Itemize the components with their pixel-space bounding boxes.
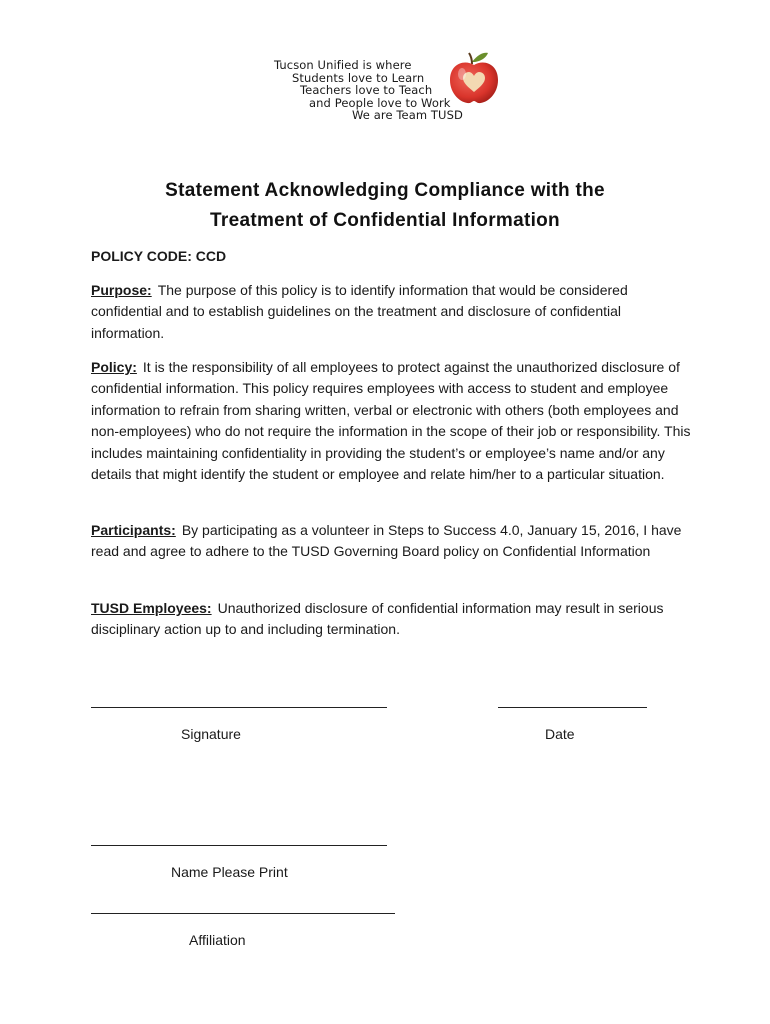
policy-section [91, 357, 691, 485]
participants-label: Participants: [91, 522, 176, 538]
logo-line: Tucson Unified is where [274, 58, 412, 72]
name-label: Name Please Print [171, 864, 288, 880]
logo-line: Students love to Learn [292, 70, 425, 85]
logo-line: We are Team TUSD [352, 108, 463, 122]
title-line-2: Treatment of Confidential Information [210, 210, 560, 231]
participants-text: By participating as a volunteer in Steps to Success 4.0, January 15, 2016, I have read and agree to adhere to the TUSD Governing Board policy on Confidential Information [91, 522, 682, 560]
policy-code: POLICY CODE: CCD [91, 248, 227, 264]
affiliation-label: Affiliation [189, 932, 246, 948]
purpose-label: Purpose: [91, 282, 152, 298]
signature-line[interactable] [91, 707, 387, 708]
page-title [0, 176, 770, 236]
logo-line: Teachers love to Teach [300, 83, 433, 97]
logo-slogan [268, 59, 468, 122]
name-line[interactable] [91, 845, 387, 846]
policy-label: Policy: [91, 359, 137, 375]
tusd-logo [268, 50, 508, 126]
signature-label: Signature [181, 726, 241, 742]
affiliation-line[interactable] [91, 913, 395, 914]
purpose-text: The purpose of this policy is to identify information that would be considered confidential and to establish guidelines on the treatment and disclosure of confidential information. [91, 282, 628, 341]
employees-section [91, 598, 691, 641]
title-line-1: Statement Acknowledging Compliance with the [165, 180, 605, 201]
employees-label: TUSD Employees: [91, 600, 212, 616]
participants-section [91, 520, 691, 563]
date-line[interactable] [498, 707, 647, 708]
apple-heart-icon [448, 50, 500, 106]
purpose-section [91, 280, 691, 344]
logo-line: and People love to Work [309, 95, 451, 110]
employees-text: Unauthorized disclosure of confidential information may result in serious disciplinary action up to and including termination. [91, 600, 664, 638]
policy-text: It is the responsibility of all employees to protect against the unauthorized disclosure of confidential information. This policy requires employees with access to student and employee information to refrain from sharing written, verbal or electronic with others (both employees and non-employees) who do not require the information in the scope of their job or responsibility. This includes maintaining confidentiality in providing the student’s or employee’s name and/or any details that might identify the student or employee and relate him/her to a particular situation. [91, 359, 691, 483]
date-label: Date [545, 726, 575, 742]
